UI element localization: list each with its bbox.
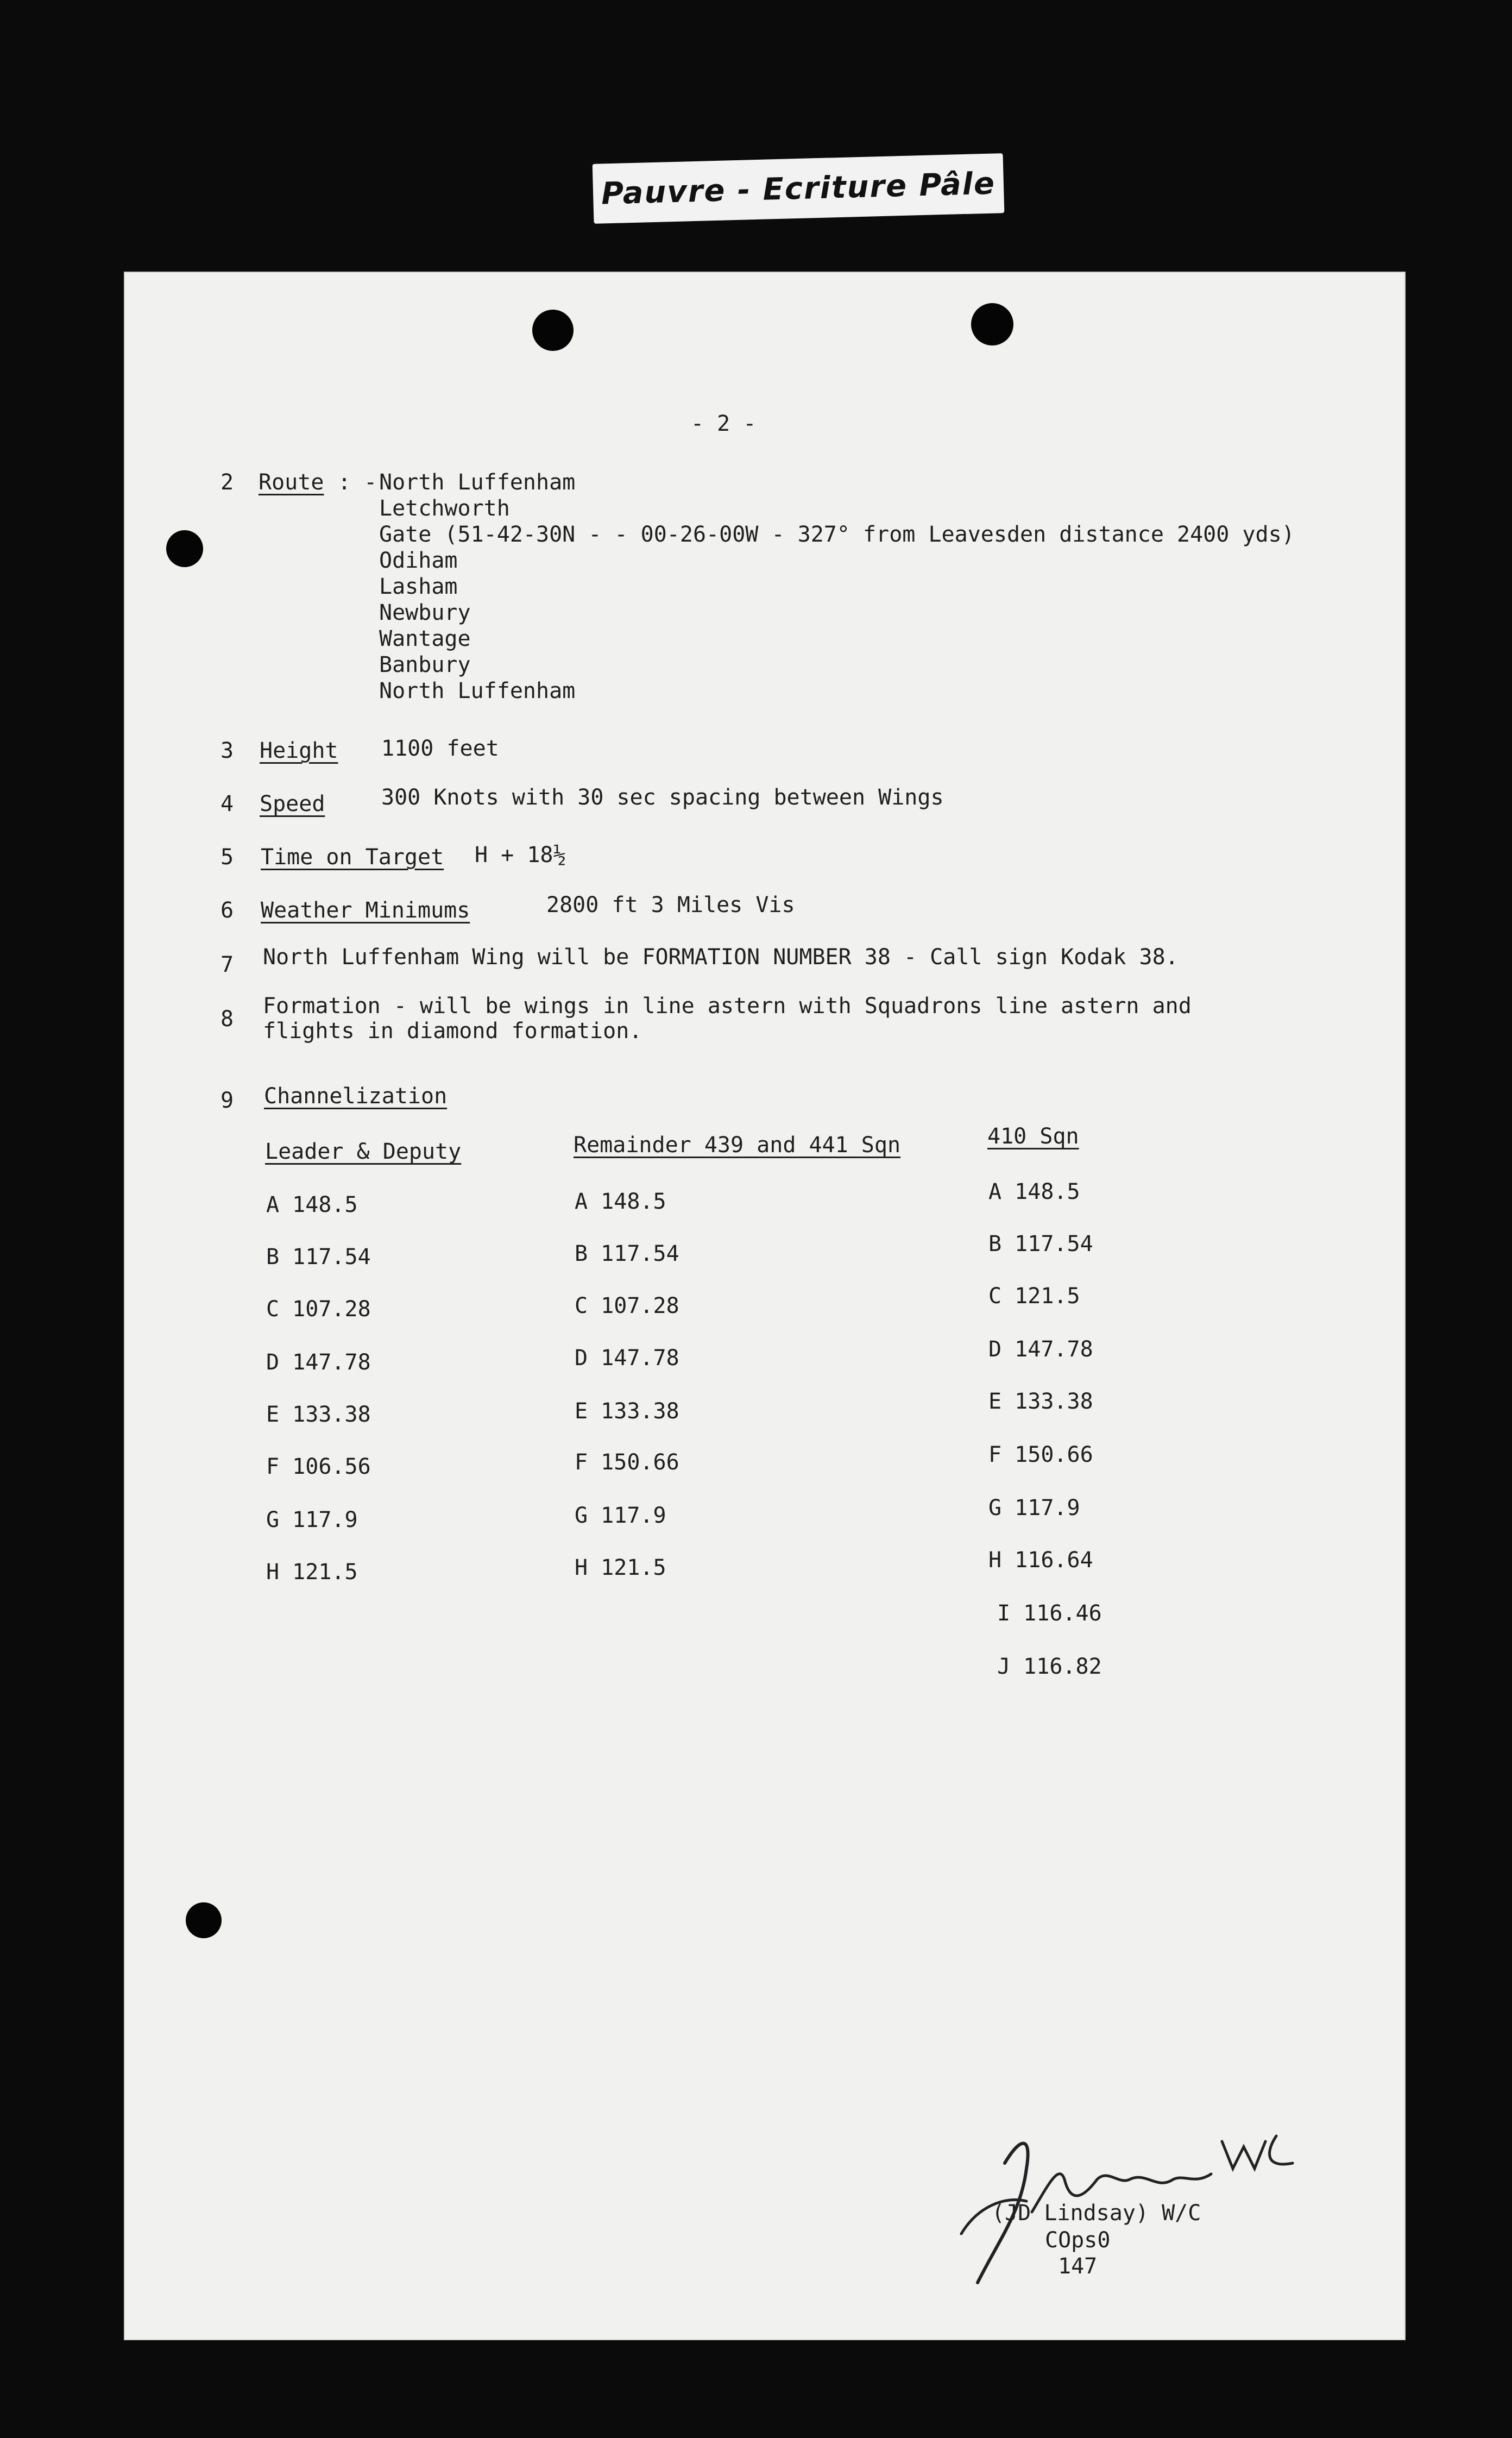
route-stop: Letchworth bbox=[379, 496, 510, 521]
signature-title: COps0 bbox=[1045, 2228, 1111, 2253]
route-stop: Newbury bbox=[379, 600, 471, 625]
formation-text-line1: Formation - will be wings in line astern with Squadrons line astern and bbox=[263, 994, 1192, 1019]
channel-leader-row: H 121.5 bbox=[266, 1560, 358, 1585]
channel-leader-row: A 148.5 bbox=[266, 1192, 358, 1217]
weather-value: 2800 ft 3 Miles Vis bbox=[546, 893, 795, 918]
speed-label: Speed bbox=[260, 791, 325, 816]
channel-header-410: 410 Sqn bbox=[987, 1124, 1079, 1149]
channel-410-row: H 116.64 bbox=[988, 1548, 1093, 1573]
channel-leader-row: D 147.78 bbox=[266, 1350, 371, 1375]
item-number-route: 2 bbox=[220, 470, 234, 495]
signature-number: 147 bbox=[1058, 2254, 1098, 2279]
page-number: - 2 - bbox=[691, 411, 757, 436]
channel-410-row: J 116.82 bbox=[997, 1654, 1102, 1679]
channel-remainder-row: G 117.9 bbox=[575, 1503, 666, 1528]
item-number-weather: 6 bbox=[220, 898, 234, 923]
document-page bbox=[124, 272, 1406, 2340]
route-stop: North Luffenham bbox=[379, 470, 576, 495]
channel-410-row: F 150.66 bbox=[988, 1442, 1093, 1467]
channel-410-row: G 117.9 bbox=[988, 1496, 1080, 1520]
weather-label: Weather Minimums bbox=[261, 898, 470, 923]
item-number-time-on-target: 5 bbox=[220, 845, 234, 870]
punch-hole-top-right bbox=[971, 303, 1013, 345]
route-stop: Wantage bbox=[379, 626, 471, 651]
route-stop: North Luffenham bbox=[379, 678, 576, 703]
wing-text: North Luffenham Wing will be FORMATION NUMBER 38 - Call sign Kodak 38. bbox=[263, 945, 1179, 970]
channel-remainder-row: F 150.66 bbox=[575, 1450, 679, 1475]
punch-hole-left-lower bbox=[186, 1902, 222, 1938]
channel-remainder-row: B 117.54 bbox=[575, 1241, 679, 1266]
speed-value: 300 Knots with 30 sec spacing between Wings bbox=[381, 785, 944, 810]
channel-remainder-row: A 148.5 bbox=[575, 1189, 666, 1214]
route-stop: Gate (51-42-30N - - 00-26-00W - 327° from Leavesden distance 2400 yds) bbox=[379, 522, 1295, 547]
signature-name: (JD Lindsay) W/C bbox=[992, 2201, 1201, 2226]
channel-remainder-row: H 121.5 bbox=[575, 1555, 666, 1580]
channel-leader-row: C 107.28 bbox=[266, 1297, 371, 1322]
item-number-height: 3 bbox=[220, 738, 234, 763]
item-number-wing: 7 bbox=[220, 952, 234, 977]
archive-label-text: Pauvre - Ecriture Pâle bbox=[601, 166, 996, 211]
channel-remainder-row: E 133.38 bbox=[575, 1399, 679, 1424]
route-label: Route bbox=[259, 470, 324, 495]
channel-410-row: B 117.54 bbox=[988, 1231, 1093, 1256]
channel-410-row: C 121.5 bbox=[988, 1284, 1080, 1309]
route-stop: Lasham bbox=[379, 574, 458, 599]
channel-410-row: A 148.5 bbox=[988, 1179, 1080, 1204]
channel-leader-row: F 106.56 bbox=[266, 1454, 371, 1479]
archive-label-slip bbox=[593, 153, 1005, 224]
item-number-channelization: 9 bbox=[220, 1088, 234, 1113]
item-number-speed: 4 bbox=[220, 791, 234, 816]
height-label: Height bbox=[260, 738, 338, 763]
channel-header-remainder: Remainder 439 and 441 Sqn bbox=[574, 1133, 901, 1158]
item-number-formation: 8 bbox=[220, 1007, 234, 1032]
channel-leader-row: B 117.54 bbox=[266, 1245, 371, 1270]
channel-410-row: I 116.46 bbox=[997, 1601, 1102, 1626]
punch-hole-left-upper bbox=[166, 530, 203, 567]
channel-410-row: E 133.38 bbox=[988, 1389, 1093, 1414]
route-separator: : - bbox=[338, 470, 377, 495]
time-on-target-value: H + 18½ bbox=[475, 843, 566, 868]
formation-text-line2: flights in diamond formation. bbox=[263, 1019, 642, 1044]
punch-hole-top-left bbox=[532, 310, 574, 351]
channel-leader-row: E 133.38 bbox=[266, 1402, 371, 1427]
channel-header-leader: Leader & Deputy bbox=[265, 1139, 462, 1164]
channel-remainder-row: C 107.28 bbox=[575, 1293, 679, 1318]
channelization-label: Channelization bbox=[264, 1084, 448, 1109]
height-value: 1100 feet bbox=[381, 736, 499, 761]
route-stop: Odiham bbox=[379, 548, 458, 573]
channel-remainder-row: D 147.78 bbox=[575, 1346, 679, 1371]
channel-leader-row: G 117.9 bbox=[266, 1507, 358, 1532]
channel-410-row: D 147.78 bbox=[988, 1337, 1093, 1362]
route-stop: Banbury bbox=[379, 652, 471, 677]
time-on-target-label: Time on Target bbox=[261, 845, 444, 870]
